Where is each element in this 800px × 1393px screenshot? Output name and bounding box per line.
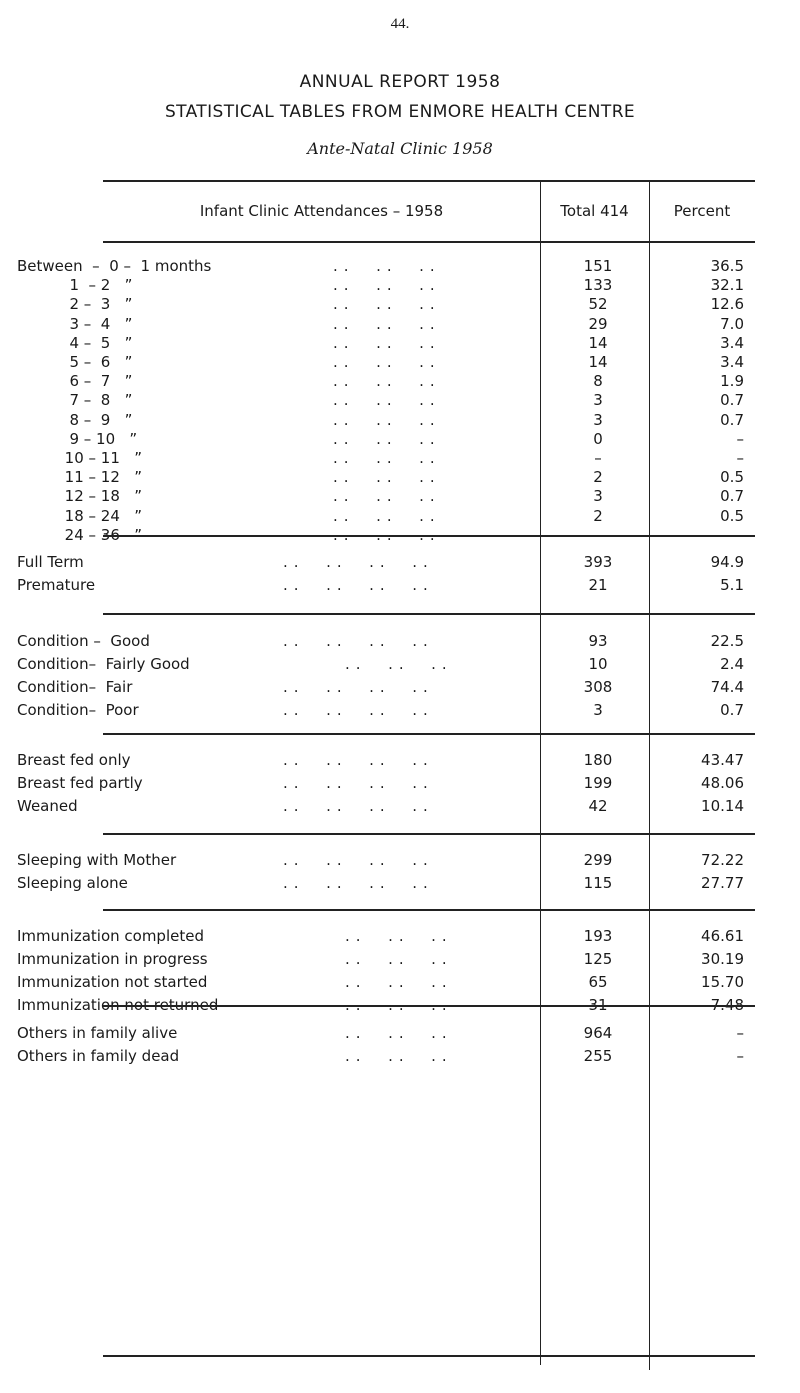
row-total: 3 [593, 701, 603, 719]
row-percent: 72.22 [701, 851, 744, 869]
row-label: Condition– Poor [17, 701, 139, 719]
row-percent: 10.14 [701, 797, 744, 815]
row-label: Sleeping with Mother [17, 851, 177, 869]
row-label: Weaned [17, 797, 78, 815]
row-total: 180 [583, 751, 613, 769]
row-label: 10 – 11 ” [17, 449, 142, 467]
row-label: Condition– Fair [17, 678, 133, 696]
row-label: 4 – 5 ” [17, 333, 133, 352]
table-row [17, 795, 755, 818]
table-row [17, 749, 755, 772]
row-label: 2 – 3 ” [17, 295, 133, 314]
row-percent: 2.4 [720, 655, 744, 673]
leader-dots: .. .. .. .. [283, 774, 434, 792]
row-label: 7 – 8 ” [17, 391, 133, 410]
row-percent: 27.77 [701, 874, 744, 892]
leader-dots: .. .. .. [333, 257, 441, 275]
row-percent: 0.7 [720, 410, 744, 429]
row-percent: 12.6 [710, 295, 744, 314]
row-label: Immunization not returned [17, 996, 219, 1014]
row-label: 6 – 7 ” [17, 372, 133, 391]
leader-dots: .. .. .. .. [283, 576, 434, 594]
section-rule [103, 1355, 755, 1357]
row-percent: 36.5 [710, 257, 744, 275]
statistics-table [17, 180, 755, 1380]
table-top-rule [103, 180, 755, 182]
row-percent: 1.9 [720, 372, 744, 391]
row-label: Condition– Fairly Good [17, 655, 190, 673]
row-total: 2 [593, 506, 603, 525]
row-label: Condition – Good [17, 632, 150, 650]
row-total: 151 [583, 257, 613, 275]
leader-dots: .. .. .. [345, 927, 453, 945]
row-percent: – [736, 1024, 744, 1042]
section-rule [103, 535, 755, 537]
leader-dots: .. .. .. [333, 506, 441, 525]
section-rule [103, 909, 755, 911]
table-row [17, 772, 755, 795]
row-total: 52 [588, 295, 608, 314]
row-label: 8 – 9 ” [17, 410, 133, 429]
row-percent: – [736, 1047, 744, 1065]
row-total: 3 [593, 410, 603, 429]
row-percent: 0.5 [720, 506, 744, 525]
row-total: 10 [588, 655, 608, 673]
header-bottom-rule [103, 241, 755, 243]
row-total: 42 [588, 797, 608, 815]
row-percent: 7.48 [710, 996, 744, 1014]
row-total: 964 [583, 1024, 613, 1042]
row-percent: 32.1 [710, 276, 744, 295]
row-percent: 0.7 [720, 701, 744, 719]
leader-dots: .. .. .. [345, 996, 453, 1014]
table-row [17, 551, 755, 574]
row-total: – [594, 525, 602, 544]
leader-dots: .. .. .. .. [283, 632, 434, 650]
row-percent: 3.4 [720, 353, 744, 371]
table-row [17, 948, 755, 971]
table-row [17, 630, 755, 653]
row-total: 93 [588, 632, 608, 650]
table-row [17, 971, 755, 994]
report-title: ANNUAL REPORT 1958 [299, 72, 501, 92]
leader-dots: .. .. .. [333, 372, 441, 391]
table-row [17, 574, 755, 597]
leader-dots: .. .. .. .. [283, 851, 434, 869]
row-percent: – [736, 429, 744, 448]
leader-dots: .. .. .. [333, 353, 441, 371]
row-total: 308 [583, 678, 613, 696]
row-total: 393 [583, 553, 613, 571]
row-percent: 43.47 [701, 751, 744, 769]
row-total: – [594, 449, 602, 467]
table-row [17, 699, 755, 722]
row-percent: 94.9 [710, 553, 744, 571]
row-total: 125 [583, 950, 613, 968]
row-label: 5 – 6 ” [17, 353, 133, 371]
header-label: Infant Clinic Attendances – 1958 [199, 202, 444, 220]
row-label: 11 – 12 ” [17, 468, 142, 487]
row-label: 3 – 4 ” [17, 314, 133, 333]
row-total: 2 [593, 468, 603, 487]
row-percent: 74.4 [710, 678, 744, 696]
leader-dots: .. .. .. [333, 468, 441, 487]
row-total: 199 [583, 774, 613, 792]
row-percent: 22.5 [710, 632, 744, 650]
row-total: 65 [588, 973, 608, 991]
table-row [17, 1022, 755, 1045]
leader-dots: .. .. .. .. [283, 797, 434, 815]
row-label: Breast fed partly [17, 774, 143, 792]
leader-dots: .. .. .. [345, 973, 453, 991]
row-percent: 7.0 [720, 314, 744, 333]
row-total: 255 [583, 1047, 613, 1065]
row-total: 31 [588, 996, 608, 1014]
row-percent: 48.06 [701, 774, 744, 792]
table-row [17, 1045, 755, 1068]
report-subtitle: STATISTICAL TABLES FROM ENMORE HEALTH CENTRE [164, 102, 636, 122]
leader-dots: .. .. .. .. [283, 874, 434, 892]
table-row [17, 653, 755, 676]
row-total: 8 [593, 372, 603, 391]
row-percent: 46.61 [701, 927, 744, 945]
row-percent: 5.1 [720, 576, 744, 594]
row-total: 29 [588, 314, 608, 333]
row-percent: 0.5 [720, 468, 744, 487]
row-total: 133 [583, 276, 613, 295]
leader-dots: .. .. .. [333, 429, 441, 448]
row-label: Between – 0 – 1 months [17, 257, 212, 275]
row-label: Others in family dead [17, 1047, 180, 1065]
leader-dots: .. .. .. [333, 295, 441, 314]
row-total: 3 [593, 487, 603, 506]
section-rule [103, 833, 755, 835]
table-row [17, 925, 755, 948]
leader-dots: .. .. .. .. [283, 678, 434, 696]
row-percent: 0.7 [720, 487, 744, 506]
row-label: Immunization not started [17, 973, 208, 991]
row-total: 0 [593, 429, 603, 448]
row-label: Full Term [17, 553, 84, 571]
row-label: Immunization in progress [17, 950, 208, 968]
leader-dots: .. .. .. .. [283, 751, 434, 769]
row-total: 115 [583, 874, 613, 892]
row-total: 21 [588, 576, 608, 594]
header-percent: Percent [673, 202, 731, 220]
table-row [17, 849, 755, 872]
table-row [17, 676, 755, 699]
row-percent: 15.70 [701, 973, 744, 991]
row-label: 24 – 36 ” [17, 525, 142, 544]
row-label: Premature [17, 576, 96, 594]
row-label: 9 – 10 ” [17, 429, 138, 448]
row-label: 1 – 2 ” [17, 276, 133, 295]
row-label: 18 – 24 ” [17, 506, 142, 525]
leader-dots: .. .. .. [333, 487, 441, 506]
clinic-title: Ante-Natal Clinic 1958 [307, 139, 493, 158]
leader-dots: .. .. .. [333, 314, 441, 333]
leader-dots: .. .. .. [333, 333, 441, 352]
leader-dots: .. .. .. [345, 1024, 453, 1042]
row-percent: 3.4 [720, 333, 744, 352]
row-label: 12 – 18 ” [17, 487, 142, 506]
row-percent: – [736, 449, 744, 467]
leader-dots: .. .. .. .. [283, 701, 434, 719]
row-total: 299 [583, 851, 613, 869]
section-rule [103, 1005, 755, 1007]
leader-dots: .. .. .. [333, 410, 441, 429]
table-row [17, 872, 755, 895]
row-label: Breast fed only [17, 751, 131, 769]
leader-dots: .. .. .. [333, 276, 441, 295]
row-total: 14 [588, 353, 608, 371]
row-percent: 0.7 [720, 391, 744, 410]
leader-dots: .. .. .. [345, 655, 453, 673]
leader-dots: .. .. .. [333, 449, 441, 467]
row-total: 3 [593, 391, 603, 410]
leader-dots: .. .. .. [333, 391, 441, 410]
header-total: Total 414 [560, 202, 629, 220]
leader-dots: .. .. .. .. [283, 553, 434, 571]
section-rule [103, 613, 755, 615]
leader-dots: .. .. .. [345, 950, 453, 968]
row-label: Immunization completed [17, 927, 204, 945]
section-rule [103, 733, 755, 735]
page-number: 44. [390, 16, 410, 32]
row-total: 193 [583, 927, 613, 945]
row-percent: – [736, 525, 744, 544]
row-label: Sleeping alone [17, 874, 128, 892]
row-label: Others in family alive [17, 1024, 178, 1042]
leader-dots: .. .. .. [345, 1047, 453, 1065]
row-total: 14 [588, 333, 608, 352]
leader-dots: .. .. .. [333, 525, 441, 544]
row-percent: 30.19 [701, 950, 744, 968]
